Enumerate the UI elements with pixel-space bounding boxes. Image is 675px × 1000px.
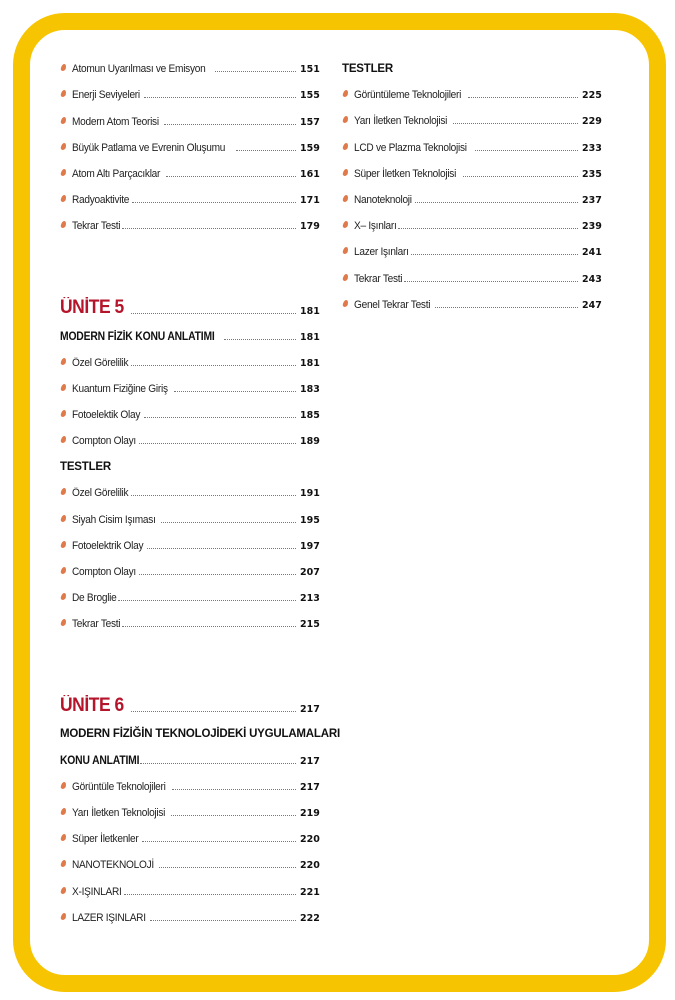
toc-entry[interactable] <box>60 207 318 233</box>
section-heading-row[interactable] <box>60 741 318 767</box>
dot-leader <box>415 202 578 203</box>
toc-entry-page: 235 <box>582 168 602 180</box>
toc-entry[interactable] <box>60 50 318 76</box>
toc-entry-label: Compton Olayı <box>72 435 136 448</box>
section-page: 217 <box>300 755 320 767</box>
leaf-bullet-icon <box>60 619 66 626</box>
dot-leader <box>398 228 578 229</box>
toc-entry-page: 195 <box>300 514 320 526</box>
toc-entry-page: 171 <box>300 195 320 207</box>
toc-entry[interactable] <box>60 794 318 820</box>
toc-entry[interactable] <box>60 155 318 181</box>
toc-entry-page: 220 <box>300 860 320 872</box>
leaf-bullet-icon <box>60 358 66 365</box>
toc-entry-label: Yarı İletken Teknolojisi <box>72 806 166 819</box>
dot-leader <box>453 123 578 124</box>
toc-entry-label: Tekrar Testi <box>72 220 121 233</box>
toc-entry[interactable] <box>60 899 318 925</box>
toc-entry-label: Compton Olayı <box>72 566 136 578</box>
leaf-bullet-icon <box>60 117 66 124</box>
toc-entry-label: Lazer Işınları <box>354 246 409 259</box>
toc-entry-page: 155 <box>300 90 320 102</box>
toc-entry[interactable] <box>342 286 600 312</box>
dot-leader <box>131 313 296 314</box>
leaf-bullet-icon <box>342 274 348 281</box>
section-heading: MODERN FİZİK KONU ANLATIMI <box>60 330 215 343</box>
leaf-bullet-icon <box>342 169 348 176</box>
dot-leader <box>132 202 296 203</box>
toc-entry[interactable] <box>60 396 318 422</box>
dot-leader <box>174 391 296 392</box>
section-heading: MODERN FİZİĞİN TEKNOLOJİDEKİ UYGULAMALARI <box>60 728 340 741</box>
toc-entry-page: 183 <box>300 383 320 395</box>
dot-leader <box>131 495 296 496</box>
leaf-bullet-icon <box>60 782 66 789</box>
toc-entry-label: Modern Atom Teorisi <box>72 115 159 128</box>
toc-entry-label: Atomun Uyarılması ve Emisyon <box>72 63 206 76</box>
toc-entry[interactable] <box>342 259 600 285</box>
toc-entry-label: Siyah Cisim Işıması <box>72 513 156 526</box>
toc-entry-label: Genel Tekrar Testi <box>354 298 431 311</box>
toc-entry[interactable] <box>60 102 318 128</box>
dot-leader <box>475 150 578 151</box>
toc-entry-label: Süper İletkenler <box>72 833 139 846</box>
toc-entry-page: 159 <box>300 142 320 154</box>
toc-entry-page: 213 <box>300 593 320 605</box>
toc-entry-page: 233 <box>582 142 602 154</box>
toc-entry[interactable] <box>60 527 318 553</box>
dot-leader <box>150 920 296 921</box>
leaf-bullet-icon <box>60 887 66 894</box>
toc-entry-label: Atom Altı Parçacıklar <box>72 167 161 180</box>
section-heading-row[interactable] <box>60 317 318 343</box>
leaf-bullet-icon <box>342 300 348 307</box>
toc-entry-page: 181 <box>300 357 320 369</box>
leaf-bullet-icon <box>60 515 66 522</box>
dot-leader <box>171 815 296 816</box>
toc-entry-page: 157 <box>300 116 320 128</box>
toc-entry-label: LAZER IŞINLARI <box>72 911 146 924</box>
toc-entry-page: 220 <box>300 834 320 846</box>
toc-entry-label: Nanoteknoloji <box>354 193 412 206</box>
dot-leader <box>122 228 296 229</box>
toc-entry-page: 189 <box>300 436 320 448</box>
dot-leader <box>142 841 296 842</box>
toc-entry-label: Kuantum Fiziğine Giriş <box>72 382 168 395</box>
unit-6-header[interactable] <box>60 683 318 715</box>
dot-leader <box>411 254 578 255</box>
toc-entry-label: Özel Görelilik <box>72 356 129 369</box>
toc-entry[interactable] <box>60 553 318 579</box>
toc-entry-page: 215 <box>300 619 320 631</box>
tests-heading: TESTLER <box>342 63 393 75</box>
leaf-bullet-icon <box>342 195 348 202</box>
toc-entry-page: 239 <box>582 221 602 233</box>
dot-leader <box>435 307 578 308</box>
dot-leader <box>164 124 296 125</box>
dot-leader <box>144 417 296 418</box>
dot-leader <box>140 763 296 764</box>
toc-entry[interactable] <box>60 344 318 370</box>
dot-leader <box>166 176 296 177</box>
toc-entry-page: 247 <box>582 299 602 311</box>
toc-entry[interactable] <box>60 370 318 396</box>
toc-entry-page: 219 <box>300 807 320 819</box>
leaf-bullet-icon <box>60 567 66 574</box>
leaf-bullet-icon <box>60 195 66 202</box>
toc-entry-page: 225 <box>582 90 602 102</box>
toc-entry[interactable] <box>60 181 318 207</box>
toc-entry-page: 222 <box>300 912 320 924</box>
dot-leader <box>139 443 296 444</box>
toc-entry[interactable] <box>342 102 600 128</box>
dot-leader <box>161 522 296 523</box>
leaf-bullet-icon <box>60 410 66 417</box>
toc-entry-label: Fotoelektik Olay <box>72 409 141 422</box>
section-heading: KONU ANLATIMI <box>60 754 140 767</box>
toc-entry-page: 241 <box>582 247 602 259</box>
toc-entry-page: 221 <box>300 886 320 898</box>
toc-entry[interactable] <box>60 872 318 898</box>
leaf-bullet-icon <box>60 593 66 600</box>
toc-entry-page: 197 <box>300 540 320 552</box>
toc-left-column <box>60 50 340 925</box>
leaf-bullet-icon <box>60 488 66 495</box>
dot-leader <box>144 97 296 98</box>
leaf-bullet-icon <box>342 143 348 150</box>
tests-heading: TESTLER <box>60 461 111 474</box>
toc-entry-page: 179 <box>300 221 320 233</box>
leaf-bullet-icon <box>342 247 348 254</box>
toc-entry[interactable] <box>342 181 600 207</box>
dot-leader <box>404 281 578 282</box>
toc-entry-page: 217 <box>300 781 320 793</box>
toc-entry-label: Özel Görelilik <box>72 487 129 500</box>
unit-page: 181 <box>300 306 320 318</box>
dot-leader <box>122 626 296 627</box>
dot-leader <box>147 548 296 549</box>
leaf-bullet-icon <box>60 143 66 150</box>
leaf-bullet-icon <box>342 116 348 123</box>
toc-entry-label: NANOTEKNOLOJİ <box>72 859 154 872</box>
toc-entry-page: 151 <box>300 64 320 76</box>
unit-page: 217 <box>300 704 320 716</box>
dot-leader <box>131 711 296 712</box>
toc-list-unit4-end <box>60 50 318 233</box>
leaf-bullet-icon <box>60 90 66 97</box>
toc-entry-page: 237 <box>582 194 602 206</box>
toc-entry[interactable] <box>60 579 318 605</box>
dot-leader <box>463 176 578 177</box>
toc-entry-page: 191 <box>300 488 320 500</box>
dot-leader <box>159 867 296 868</box>
leaf-bullet-icon <box>342 221 348 228</box>
dot-leader <box>131 365 296 366</box>
dot-leader <box>172 789 296 790</box>
section-page: 181 <box>300 331 320 343</box>
toc-entry-label: X-IŞINLARI <box>72 885 122 898</box>
toc-entry[interactable] <box>60 846 318 872</box>
toc-entry-label: Tekrar Testi <box>354 272 403 285</box>
dot-leader <box>139 574 296 575</box>
toc-right-column <box>342 50 600 312</box>
unit-title: ÜNİTE 5 <box>60 297 124 319</box>
leaf-bullet-icon <box>60 860 66 867</box>
leaf-bullet-icon <box>342 90 348 97</box>
toc-entry[interactable] <box>342 155 600 181</box>
toc-entry-page: 229 <box>582 116 602 128</box>
toc-entry-label: Radyoaktivite <box>72 194 130 207</box>
unit-5-header[interactable] <box>60 285 318 317</box>
toc-entry-page: 185 <box>300 410 320 422</box>
leaf-bullet-icon <box>60 808 66 815</box>
toc-entry-label: De Broglie <box>72 592 117 605</box>
dot-leader <box>224 339 296 340</box>
leaf-bullet-icon <box>60 384 66 391</box>
toc-entry[interactable] <box>60 768 318 794</box>
toc-entry[interactable] <box>60 820 318 846</box>
toc-entry-label: Büyük Patlama ve Evrenin Oluşumu <box>72 141 226 154</box>
leaf-bullet-icon <box>60 221 66 228</box>
toc-entry[interactable] <box>60 129 318 155</box>
toc-entry-page: 207 <box>300 567 320 578</box>
toc-entry[interactable] <box>60 500 318 526</box>
leaf-bullet-icon <box>60 436 66 443</box>
toc-entry[interactable] <box>60 76 318 102</box>
leaf-bullet-icon <box>60 913 66 920</box>
toc-entry[interactable] <box>342 76 600 102</box>
toc-entry-label: Enerji Seviyeleri <box>72 89 140 102</box>
leaf-bullet-icon <box>60 169 66 176</box>
unit-title: ÜNİTE 6 <box>60 695 124 717</box>
dot-leader <box>118 600 296 601</box>
dot-leader <box>124 894 296 895</box>
dot-leader <box>215 71 296 72</box>
toc-entry[interactable] <box>342 233 600 259</box>
toc-entry[interactable] <box>342 128 600 154</box>
toc-entry-page: 161 <box>300 168 320 180</box>
toc-entry-page: 243 <box>582 273 602 285</box>
toc-entry-label: Tekrar Testi <box>72 618 121 631</box>
toc-entry-label: LCD ve Plazma Teknolojisi <box>354 141 467 154</box>
toc-entry[interactable] <box>342 207 600 233</box>
toc-entry-label: Fotoelektrik Olay <box>72 539 144 552</box>
dot-leader <box>468 97 578 98</box>
dot-leader <box>236 150 296 151</box>
toc-entry-label: Süper İletken Teknolojisi <box>354 167 457 180</box>
leaf-bullet-icon <box>60 541 66 548</box>
toc-entry[interactable] <box>60 474 318 500</box>
toc-entry-label: Görüntüle Teknolojileri <box>72 780 166 793</box>
leaf-bullet-icon <box>60 64 66 71</box>
toc-entry-label: X– Işınları <box>354 220 397 233</box>
toc-entry[interactable] <box>60 422 318 448</box>
toc-entry-label: Görüntüleme Teknolojileri <box>354 89 462 102</box>
toc-entry-label: Yarı İletken Teknolojisi <box>354 115 448 128</box>
leaf-bullet-icon <box>60 834 66 841</box>
toc-entry[interactable] <box>60 605 318 631</box>
